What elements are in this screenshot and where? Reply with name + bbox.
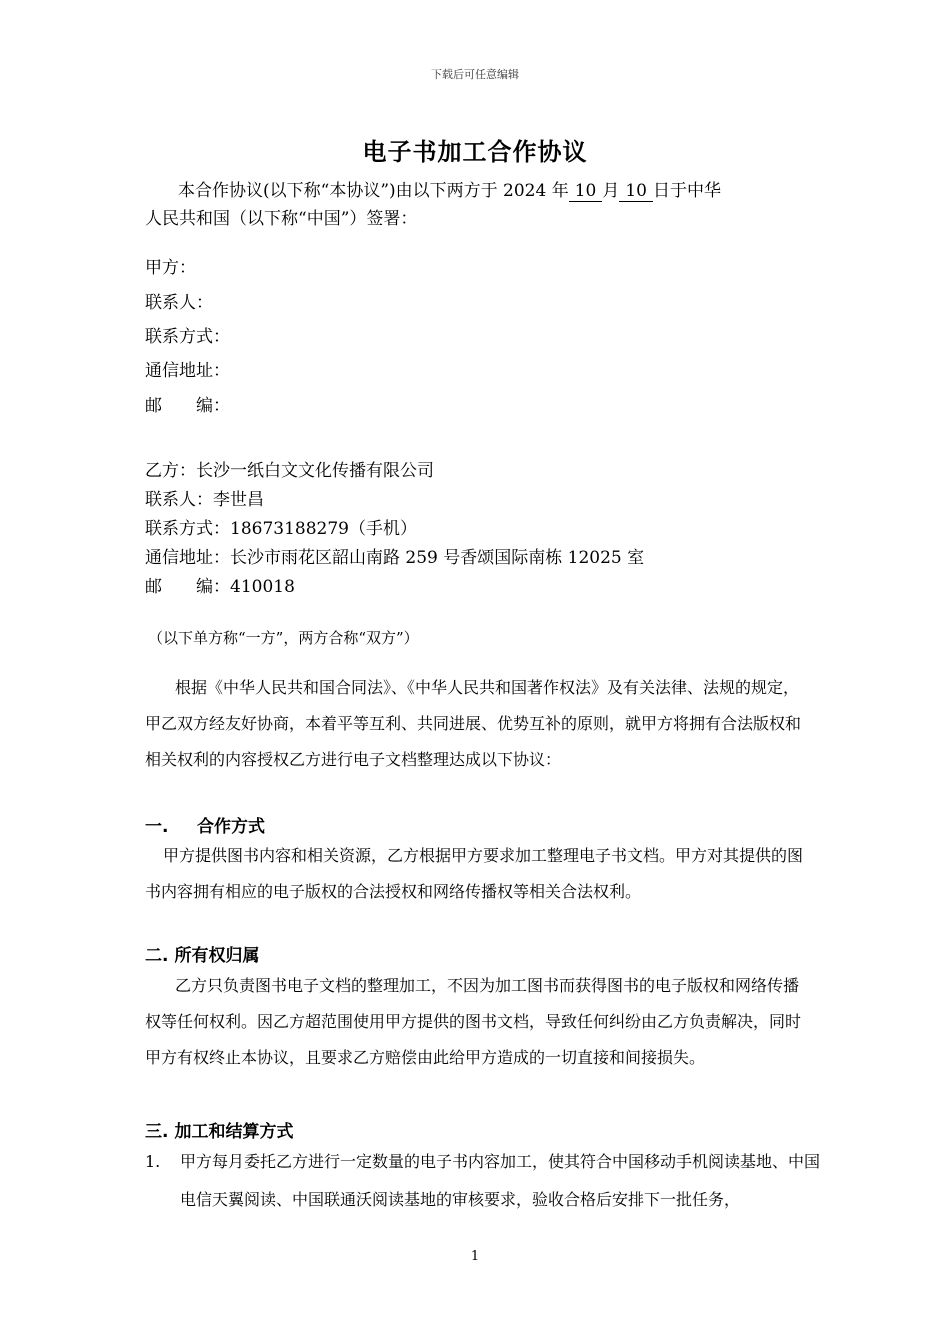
party-a-postcode: 邮 编： xyxy=(145,396,230,416)
section-2-paragraph: 乙方只负责图书电子文档的整理加工，不因为加工图书而获得图书的电子版权和网络传播权等任何权利。因乙方超范围使用甲方提供的图书文档，导致任何纠纷由乙方负责解决，同时甲方有权终止本协议，且要求乙方赔偿由此给甲方造成的一切直接和间接损失。 xyxy=(145,976,802,1067)
party-b-address: 通信地址：长沙市雨花区韶山南路 259 号香颂国际南栋 12025 室 xyxy=(145,548,645,568)
section-3-number: 三. xyxy=(145,1122,169,1142)
preamble-paragraph: 根据《中华人民共和国合同法》、《中华人民共和国著作权法》及有关法律、法规的规定，甲乙双方经友好协商，本着平等互利、共同进展、优势互补的原则，就甲方将拥有合法版权和相关权利的内容授权乙方进行电子文档整理达成以下协议： xyxy=(145,678,802,769)
party-a-address: 通信地址： xyxy=(145,361,230,381)
month-unit: 月 xyxy=(602,181,620,201)
intro-text-1: 本合作协议(以下称“本协议”)由以下两方于 2024 年 xyxy=(178,181,569,201)
section-3-heading xyxy=(145,1117,293,1142)
party-b-contact: 联系人：李世昌 xyxy=(145,490,264,510)
party-b-postcode: 邮 编：410018 xyxy=(145,577,295,597)
header-note: 下载后可任意编辑 xyxy=(431,68,519,81)
parties-note: （以下单方称“一方”，两方合称“双方”） xyxy=(148,629,419,647)
list-item-text: 甲方每月委托乙方进行一定数量的电子书内容加工，使其符合中国移动手机阅读基地、中国电信天翼阅读、中国联通沃阅读基地的审核要求，验收合格后安排下一批任务， xyxy=(180,1152,821,1209)
intro-text-2: 日于中华 xyxy=(653,181,721,201)
page-number: 1 xyxy=(470,1249,480,1264)
document-title: 电子书加工合作协议 xyxy=(362,137,588,166)
month-field: 10 xyxy=(569,181,603,202)
party-a-name: 甲方： xyxy=(145,258,196,278)
section-1-title: 合作方式 xyxy=(197,817,265,837)
list-item xyxy=(145,1143,825,1219)
party-a-contact: 联系人： xyxy=(145,293,213,313)
section-2-number: 二. xyxy=(145,946,169,966)
section-2-heading xyxy=(145,941,259,966)
intro-line-1 xyxy=(178,176,721,202)
party-b-phone: 联系方式：18673188279（手机） xyxy=(145,519,417,539)
party-b-name: 乙方：长沙一纸白文文化传播有限公司 xyxy=(145,461,434,481)
intro-line-2: 人民共和国（以下称“中国”）签署： xyxy=(145,209,418,229)
section-1-number: 一. xyxy=(145,817,169,837)
party-a-phone: 联系方式： xyxy=(145,327,230,347)
section-1-paragraph: 甲方提供图书内容和相关资源，乙方根据甲方要求加工整理电子书文档。甲方对其提供的图书内容拥有相应的电子版权的合法授权和网络传播权等相关合法权利。 xyxy=(145,846,804,901)
section-3-title: 加工和结算方式 xyxy=(174,1122,294,1142)
section-2-title: 所有权归属 xyxy=(174,946,260,966)
day-field: 10 xyxy=(619,181,653,202)
list-item-number: 1. xyxy=(145,1152,161,1171)
section-1-heading xyxy=(145,812,265,837)
